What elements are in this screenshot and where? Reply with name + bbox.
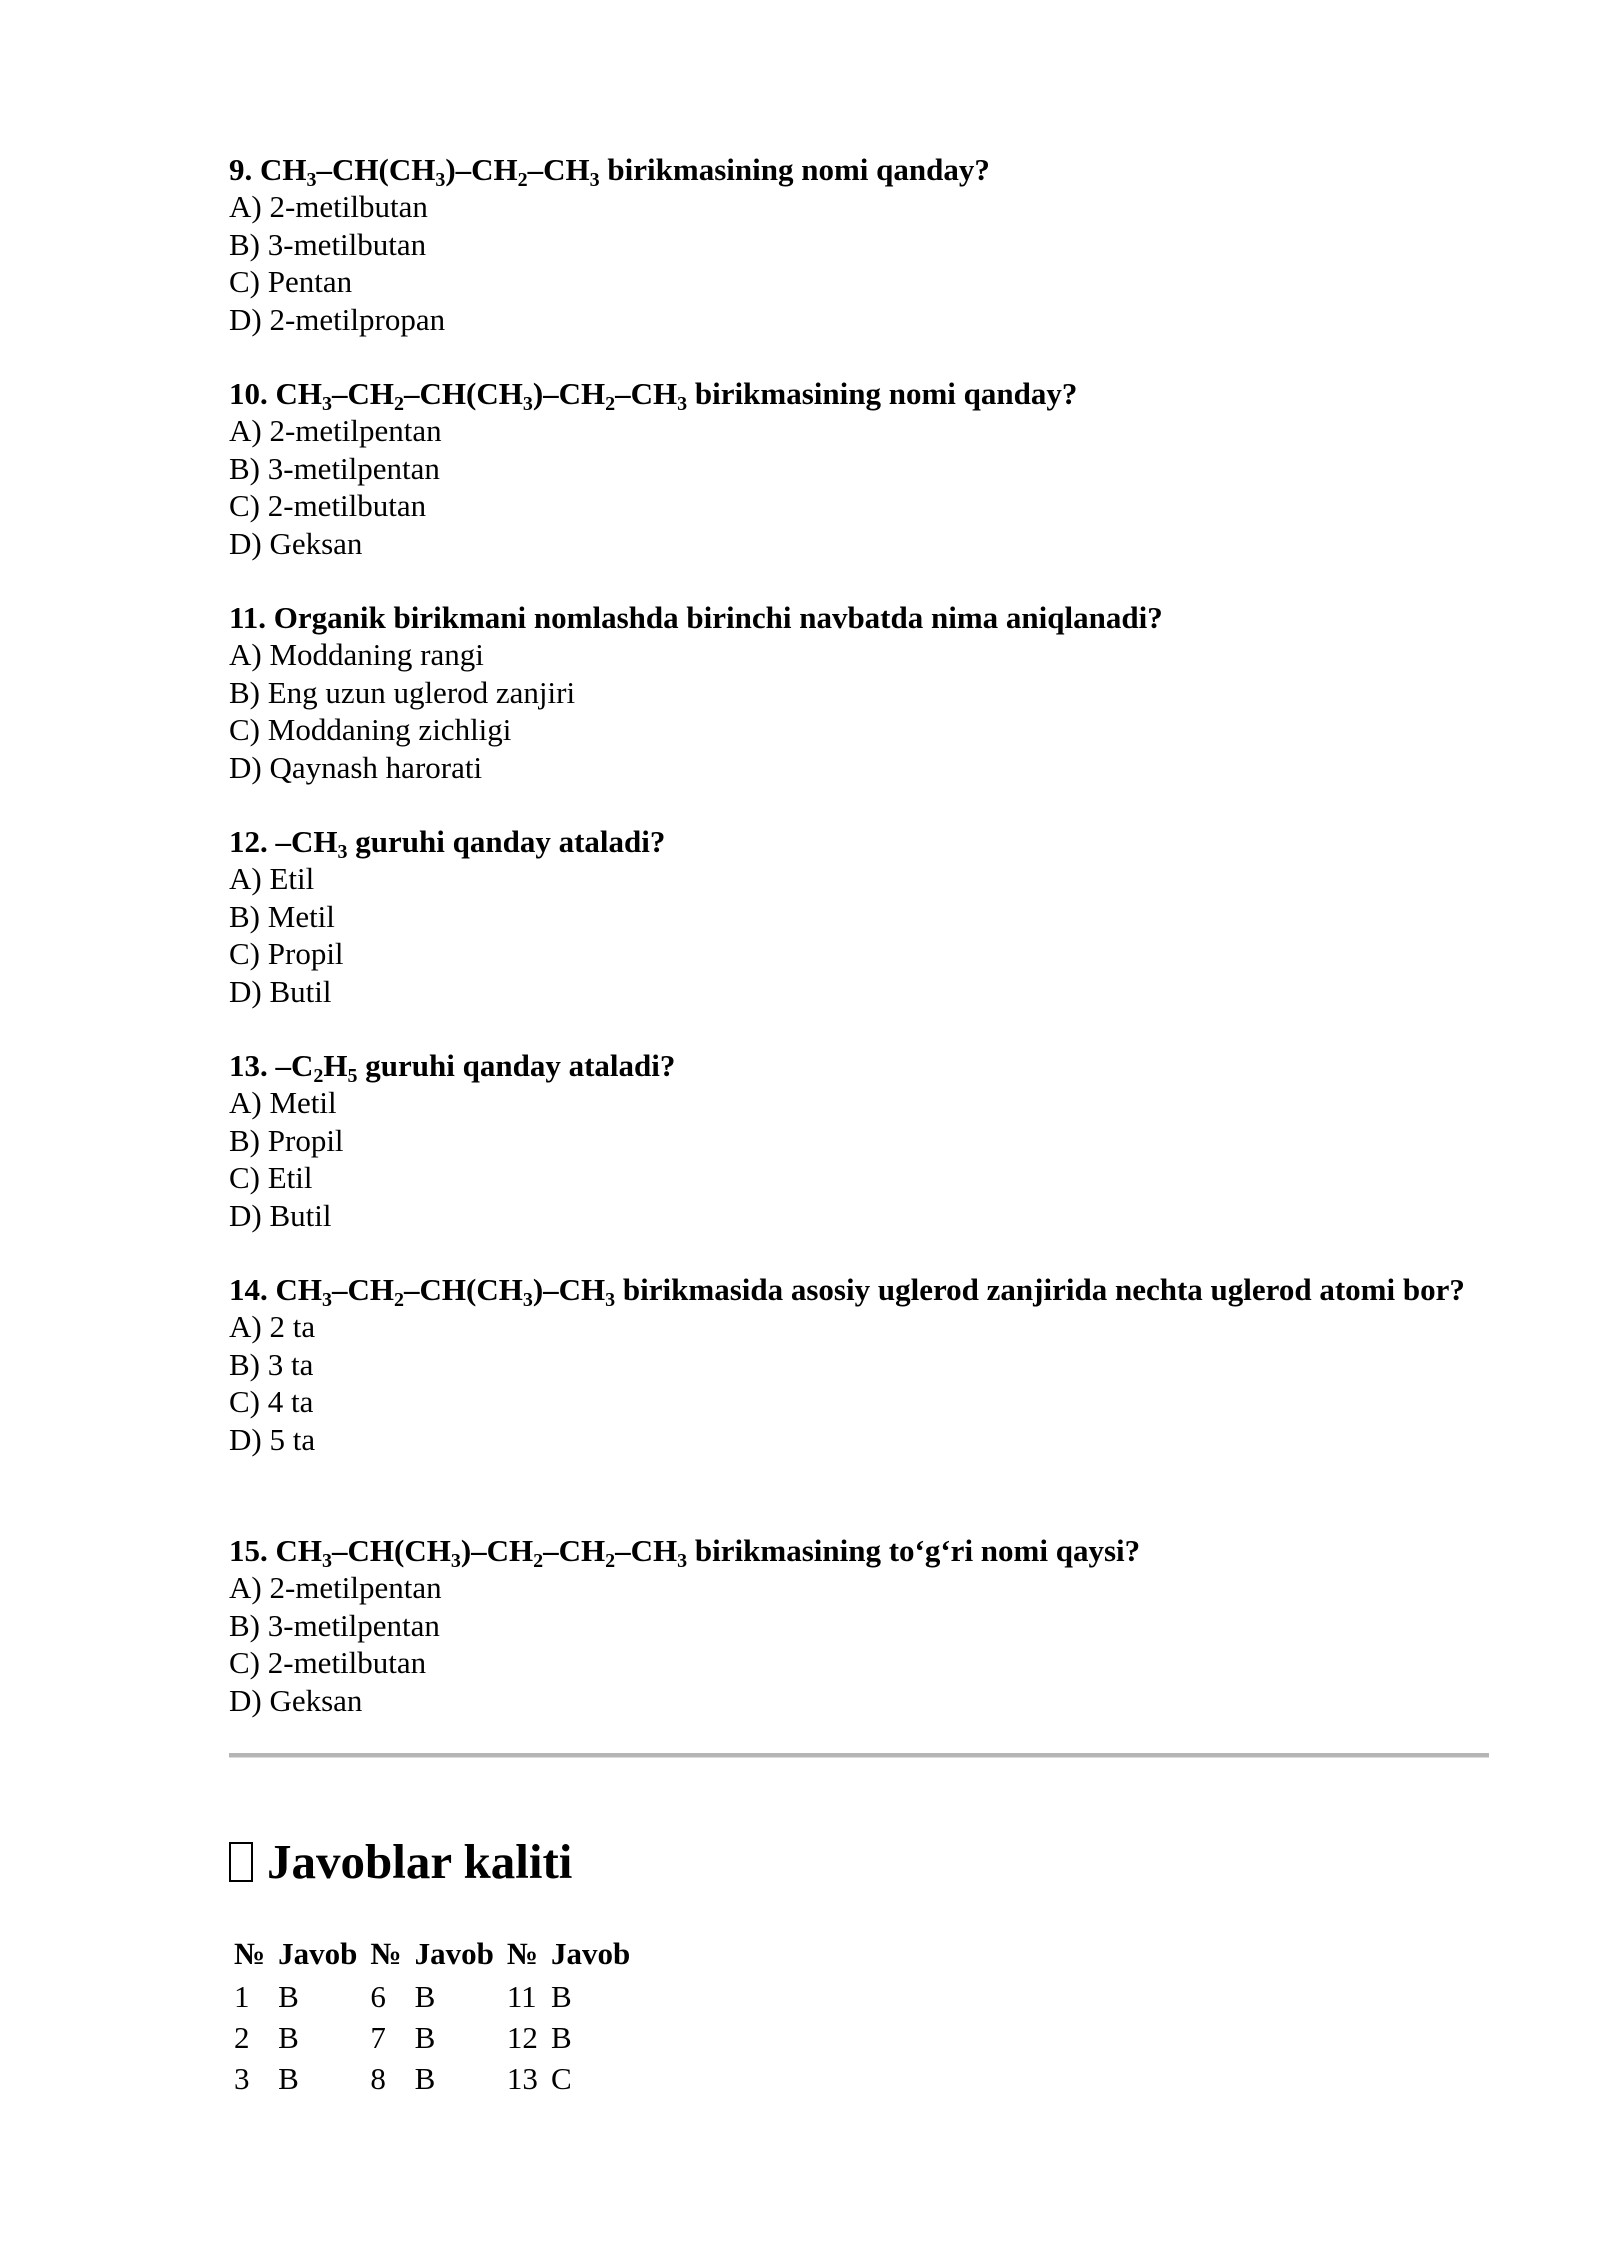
option-d: D) Butil (229, 1197, 332, 1233)
table-cell: B (414, 2061, 436, 2096)
option-c: C) 2-metilbutan (229, 1645, 427, 1680)
question-13 (229, 1047, 1489, 1234)
subscript: 3 (322, 1550, 332, 1572)
table-cell: C (550, 2061, 572, 2096)
table-cell: B (414, 1979, 436, 2014)
title-text: 11. Organik birikmani nomlashda birinchi navbatda nima aniqlanadi? (229, 600, 1163, 635)
title-text: guruhi qanday ataladi? (347, 824, 666, 859)
table-cell: 13 (506, 2061, 538, 2096)
option-a: A) 2-metilpentan (229, 1570, 442, 1605)
option-b: B) Eng uzun uglerod zanjiri (229, 674, 576, 710)
option-a: A) 2 ta (229, 1309, 316, 1344)
table-cell: 12 (506, 2020, 538, 2055)
table-row (229, 2058, 638, 2099)
title-text: )–CH (532, 1272, 606, 1307)
column-header-number: № (506, 1936, 538, 1971)
option-d: D) 5 ta (229, 1421, 316, 1457)
table-cell: B (414, 2020, 436, 2055)
title-text: –CH(CH (316, 152, 436, 187)
title-text: 13. –C (229, 1048, 314, 1083)
title-text: 9. CH (229, 152, 307, 187)
table-row (229, 1976, 638, 2017)
option-a: A) 2-metilpentan (229, 413, 442, 448)
subscript: 2 (394, 393, 404, 415)
option-c: C) 4 ta (229, 1384, 314, 1419)
option-b: B) Metil (229, 898, 335, 934)
column-header-answer: Javob (414, 1936, 494, 1971)
title-text: –CH (332, 1272, 394, 1307)
question-title (229, 599, 1489, 636)
table-cell: 7 (370, 2020, 386, 2055)
option-a: A) Metil (229, 1085, 337, 1120)
subscript: 3 (435, 169, 446, 191)
question-title (229, 1271, 1489, 1311)
question-title (229, 823, 1489, 863)
title-text: birikmasining nomi qanday? (687, 376, 1078, 411)
title-text: 10. CH (229, 376, 322, 411)
option-b: B) 3-metilbutan (229, 226, 427, 262)
option-a: A) Moddaning rangi (229, 637, 484, 672)
question-15 (229, 1532, 1489, 1719)
subscript: 2 (605, 1550, 616, 1572)
title-text: 12. –CH (229, 824, 338, 859)
table-row (229, 2017, 638, 2058)
option-a: A) Etil (229, 861, 315, 896)
option-d: D) Butil (229, 973, 332, 1009)
table-cell: 6 (370, 1979, 386, 2014)
answer-key-heading (229, 1832, 572, 1892)
title-text: –CH(CH (404, 376, 523, 411)
subscript: 3 (677, 393, 688, 415)
title-text: birikmasida asosiy uglerod zanjirida nechta uglerod atomi bor? (615, 1272, 1465, 1307)
question-title (229, 375, 1489, 415)
title-text: –CH(CH (404, 1272, 523, 1307)
table-cell: 2 (234, 2020, 250, 2055)
subscript: 3 (306, 169, 317, 191)
question-12 (229, 823, 1489, 1010)
column-header-number: № (370, 1936, 402, 1971)
option-d: D) 2-metilpropan (229, 301, 446, 337)
horizontal-rule (229, 1753, 1489, 1758)
subscript: 3 (322, 1289, 332, 1311)
option-d: D) Geksan (229, 525, 363, 561)
title-text: –CH (332, 376, 394, 411)
subscript: 2 (517, 169, 528, 191)
column-header-number: № (234, 1936, 266, 1971)
title-text: 15. CH (229, 1533, 322, 1568)
title-text: birikmasining to‘g‘ri nomi qaysi? (687, 1533, 1141, 1568)
missing-glyph-icon (229, 1842, 253, 1882)
subscript: 3 (522, 393, 533, 415)
title-text: –CH (615, 1533, 678, 1568)
option-c: C) 2-metilbutan (229, 488, 427, 523)
subscript: 3 (450, 1550, 461, 1572)
table-cell: B (278, 1979, 299, 2014)
title-text: –CH (543, 1533, 606, 1568)
option-c: C) Pentan (229, 264, 353, 299)
option-b: B) Propil (229, 1122, 344, 1158)
title-text: –CH (527, 152, 590, 187)
subscript: 2 (605, 393, 616, 415)
title-text: H (323, 1048, 348, 1083)
table-cell: B (278, 2061, 299, 2096)
question-title (229, 1047, 1489, 1087)
table-cell: 11 (506, 1979, 537, 2014)
title-text: 14. CH (229, 1272, 322, 1307)
column-header-answer: Javob (550, 1936, 631, 1971)
title-text: )–CH (460, 1533, 534, 1568)
table-header-row (229, 1932, 638, 1976)
title-text: )–CH (445, 152, 518, 187)
option-b: B) 3-metilpentan (229, 1607, 440, 1643)
question-title (229, 1532, 1489, 1572)
question-10 (229, 375, 1489, 562)
table-cell: 3 (234, 2061, 250, 2096)
subscript: 3 (322, 393, 332, 415)
title-text: )–CH (532, 376, 606, 411)
question-title (229, 151, 1489, 191)
option-b: B) 3-metilpentan (229, 450, 440, 486)
subscript: 2 (533, 1550, 544, 1572)
question-9 (229, 151, 1489, 338)
title-text: birikmasining nomi qanday? (599, 152, 990, 187)
option-c: C) Propil (229, 936, 344, 971)
table-cell: 8 (370, 2061, 386, 2096)
option-c: C) Etil (229, 1160, 313, 1195)
answer-key-title: Javoblar kaliti (267, 1834, 573, 1889)
question-14 (229, 1271, 1489, 1458)
subscript: 5 (347, 1065, 358, 1087)
option-c: C) Moddaning zichligi (229, 712, 512, 747)
subscript: 3 (677, 1550, 688, 1572)
title-text: –CH(CH (332, 1533, 451, 1568)
title-text: guruhi qanday ataladi? (357, 1048, 676, 1083)
table-cell: B (550, 2020, 572, 2055)
subscript: 2 (313, 1065, 324, 1087)
table-cell: B (550, 1979, 572, 2014)
answer-key-table (229, 1932, 638, 2099)
subscript: 3 (337, 841, 348, 863)
column-header-answer: Javob (278, 1936, 358, 1971)
subscript: 3 (522, 1289, 533, 1311)
table-cell: B (278, 2020, 299, 2055)
option-b: B) 3 ta (229, 1346, 314, 1382)
option-a: A) 2-metilbutan (229, 189, 428, 224)
subscript: 3 (605, 1289, 616, 1311)
question-11 (229, 599, 1489, 786)
option-d: D) Qaynash harorati (229, 749, 483, 785)
subscript: 3 (589, 169, 600, 191)
title-text: –CH (615, 376, 678, 411)
subscript: 2 (394, 1289, 404, 1311)
option-d: D) Geksan (229, 1682, 363, 1718)
table-cell: 1 (234, 1979, 250, 2014)
